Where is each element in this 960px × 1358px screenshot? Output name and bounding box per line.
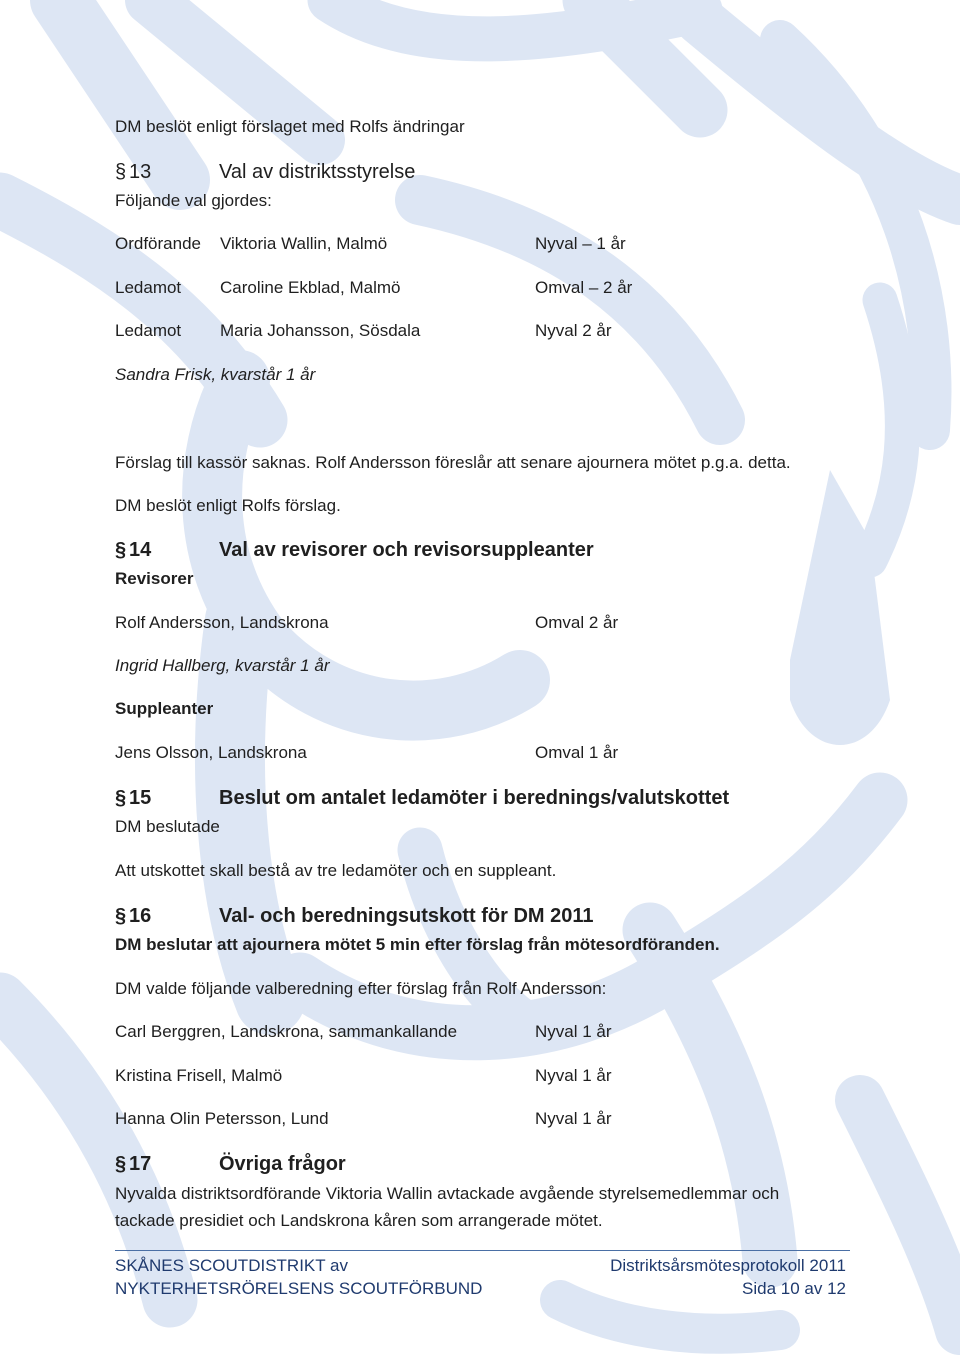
- election-row: [115, 320, 815, 342]
- section-sign: §: [115, 539, 127, 561]
- term-label: Nyval – 1 år: [535, 234, 626, 253]
- section-title: Övriga frågor: [219, 1153, 346, 1175]
- person-name: Caroline Ekblad, Malmö: [220, 278, 401, 297]
- footer-divider: [115, 1250, 850, 1251]
- auditor-row: [115, 612, 815, 634]
- section-sign: §: [115, 161, 127, 183]
- role-label: Ledamot: [115, 278, 182, 297]
- section-sign: §: [115, 1153, 127, 1175]
- section-title: Beslut om antalet ledamöter i berednings/valutskottet: [219, 787, 730, 809]
- intro-decision-text: DM beslöt enligt förslaget med Rolfs ändringar: [115, 117, 465, 136]
- role-label: Ordförande: [115, 234, 201, 253]
- nomination-row: [115, 1108, 815, 1130]
- term-label: Nyval 1 år: [535, 1066, 612, 1085]
- footer-organization-line-1: SKÅNES SCOUTDISTRIKT av: [115, 1256, 349, 1275]
- term-label: Omval 1 år: [535, 743, 619, 762]
- section-title: Val av distriktsstyrelse: [219, 161, 416, 183]
- treasurer-note-text: Förslag till kassör saknas. Rolf Andersson föreslår att senare ajournera mötet p.g.a. detta.: [115, 453, 791, 472]
- committee-size-text: Att utskottet skall bestå av tre ledamöter och en suppleant.: [115, 861, 557, 880]
- election-row: [115, 233, 815, 255]
- section-13-heading: [115, 160, 415, 184]
- person-name: Kristina Frisell, Malmö: [115, 1066, 283, 1085]
- section-title: Val- och beredningsutskott för DM 2011: [219, 905, 594, 927]
- term-label: Omval – 2 år: [535, 278, 633, 297]
- section-title: Val av revisorer och revisorsuppleanter: [219, 539, 594, 561]
- nomination-intro-text: DM valde följande valberedning efter förslag från Rolf Andersson:: [115, 979, 607, 998]
- footer-organization-line-2: NYKTERHETSRÖRELSENS SCOUTFÖRBUND: [115, 1279, 483, 1298]
- section-number: 16: [129, 905, 152, 927]
- section-14-heading: [115, 538, 594, 562]
- nomination-row: [115, 1021, 815, 1043]
- person-name: Rolf Andersson, Landskrona: [115, 613, 329, 632]
- section-number: 17: [129, 1153, 152, 1175]
- section-13-subtitle: Följande val gjordes:: [115, 191, 272, 210]
- term-label: Nyval 2 år: [535, 321, 612, 340]
- section-15-heading: [115, 786, 729, 810]
- election-row: [115, 277, 815, 299]
- term-label: Nyval 1 år: [535, 1109, 612, 1128]
- section-number: 15: [129, 787, 152, 809]
- deputy-row: [115, 742, 815, 764]
- person-name: Viktoria Wallin, Malmö: [220, 234, 388, 253]
- remaining-auditor-text: Ingrid Hallberg, kvarstår 1 år: [115, 656, 330, 675]
- person-name: Hanna Olin Petersson, Lund: [115, 1109, 329, 1128]
- section-number: 14: [129, 539, 152, 561]
- decision-text: DM beslutade: [115, 817, 220, 836]
- term-label: Omval 2 år: [535, 613, 619, 632]
- remaining-member-text: Sandra Frisk, kvarstår 1 år: [115, 365, 316, 384]
- nomination-row: [115, 1065, 815, 1087]
- role-label: Ledamot: [115, 321, 182, 340]
- section-sign: §: [115, 787, 127, 809]
- adjournment-decision-text: DM beslutar att ajournera mötet 5 min efter förslag från mötesordföranden.: [115, 935, 720, 954]
- section-17-heading: [115, 1152, 346, 1176]
- term-label: Nyval 1 år: [535, 1022, 612, 1041]
- closing-text-line-2: tackade presidiet och Landskrona kåren som arrangerade mötet.: [115, 1211, 603, 1230]
- section-16-heading: [115, 904, 594, 928]
- section-sign: §: [115, 905, 127, 927]
- suppleanter-label: Suppleanter: [115, 699, 214, 718]
- section-number: 13: [129, 161, 152, 183]
- person-name: Carl Berggren, Landskrona, sammankallande: [115, 1022, 458, 1041]
- footer-document-title: Distriktsårsmötesprotokoll 2011: [610, 1256, 846, 1275]
- closing-text-line-1: Nyvalda distriktsordförande Viktoria Wallin avtackade avgående styrelsemedlemmar och: [115, 1184, 780, 1203]
- footer-page-number: Sida 10 av 12: [742, 1279, 846, 1298]
- decision-text: DM beslöt enligt Rolfs förslag.: [115, 496, 341, 515]
- person-name: Maria Johansson, Sösdala: [220, 321, 421, 340]
- person-name: Jens Olsson, Landskrona: [115, 743, 307, 762]
- revisorer-label: Revisorer: [115, 569, 194, 588]
